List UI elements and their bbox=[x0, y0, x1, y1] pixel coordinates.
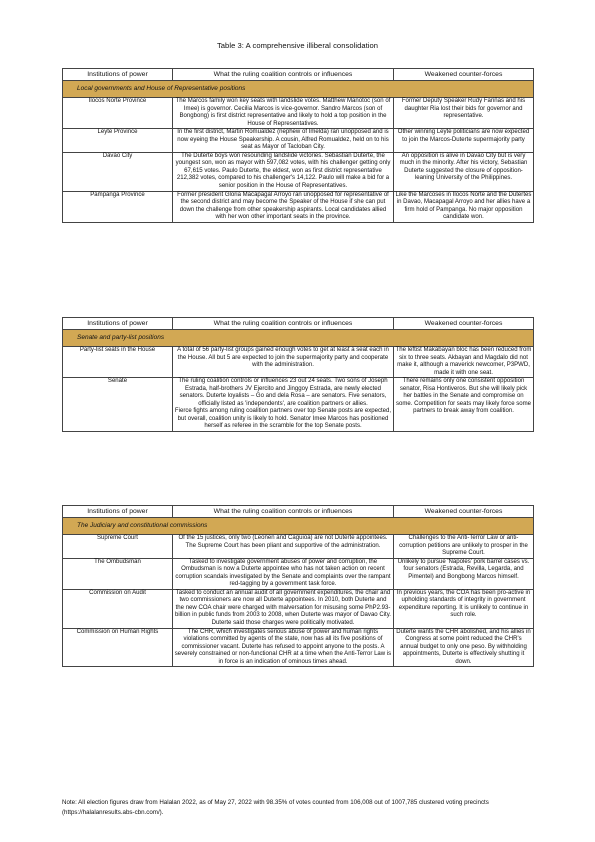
table-row bbox=[63, 347, 534, 378]
institution-cell: Pampanga Province bbox=[63, 191, 173, 222]
table-row bbox=[63, 558, 534, 589]
controls-cell: Of the 15 justices, only two (Leonen and Caguioa) are not Duterte appointees. The Supreme Court has been pliant and supportive of the administration. bbox=[173, 535, 394, 559]
table-local-governments bbox=[62, 68, 534, 223]
counter-cell: In previous years, the COA has been pro-active in upholding standards of integrity in government expenditure reporting. It is unlikely to continue in such role. bbox=[394, 589, 534, 628]
controls-cell: The Duterte boys won resounding landslide victories. Sebastian Duterte, the youngest son, won as mayor with 597,082 votes, with his challenger getting only 67,615 votes. Paulo Duterte, the eldest, won as first district representative 212,382 votes, compared to his challenger's 14,122. Paulo will make a bid for a senior position in the House of Representatives. bbox=[173, 152, 394, 191]
header-counter-forces: Weakened counter-forces bbox=[394, 506, 534, 518]
counter-cell: Challenges to the Anti-Terror Law or anti-corruption petitions are unlikely to prosper in the Supreme Court. bbox=[394, 535, 534, 559]
counter-cell: Other winning Leyte politicians are now expected to join the Marcos-Duterte supermajority party bbox=[394, 129, 534, 153]
table-row bbox=[63, 535, 534, 559]
controls-cell: A total of 56 party-list groups gained enough votes to get at least a seat each in the House. All but 5 are expected to join the supermajority party and cooperate with the administration. bbox=[173, 347, 394, 378]
table-caption: Table 3: A comprehensive illiberal consolidation bbox=[216, 41, 379, 50]
header-row bbox=[63, 318, 534, 330]
table-note: Note: All election figures draw from Halalan 2022, as of May 27, 2022 with 98.35% of votes counted from 106,008 out of 1007,785 clustered voting precincts (https://halalanresults.abs-cbn.com/). bbox=[62, 799, 489, 816]
counter-cell: The leftist Makabayan bloc has been reduced from six to three seats. Akbayan and Magdalo did not make it, although a maverick newcomer, P3PWD, made it with one seat. bbox=[394, 347, 534, 378]
header-controls: What the ruling coalition controls or influences bbox=[173, 506, 394, 518]
controls-cell: The Marcos family won key seats with landslide votes. Matthew Manotoc (son of Imee) is governor. Cecilia Marcos is vice-governor. Sandro Marcos (son of Bongbong) is first district representative and likely to hold a top position in the House of Representatives. bbox=[173, 98, 394, 129]
counter-cell: Duterte wants the CHR abolished, and his allies in Congress at some point reduced the CHR's annual budget to only one peso. By withholding appointments, Duterte is effectively shutting it down. bbox=[394, 628, 534, 667]
counter-cell: An opposition is alive in Davao City but is very much in the minority. After his victory, Sebastian Duterte suggested the closure of opposition-leaning University of the Philippines. bbox=[394, 152, 534, 191]
table-row bbox=[63, 129, 534, 153]
header-counter-forces: Weakened counter-forces bbox=[394, 318, 534, 330]
counter-cell: There remains only one consistent opposition senator, Risa Hontiveros. But she will likely pick her battles in the Senate and compromise on some. Competition for seats may likely force some partners to break away from coalition. bbox=[394, 378, 534, 432]
controls-cell: In the first district, Martin Romualdez (nephew of Imelda) ran unopposed and is now eyeing the House Speakership. A cousin, Alfred Romualdez, held on to his seat as Mayor of Tacloban City. bbox=[173, 129, 394, 153]
header-institutions: Institutions of power bbox=[63, 318, 173, 330]
table-row bbox=[63, 152, 534, 191]
institution-cell: Davao City bbox=[63, 152, 173, 191]
institution-cell: Supreme Court bbox=[63, 535, 173, 559]
section-title: The Judiciary and constitutional commissions bbox=[63, 518, 534, 535]
institution-cell: Commission on Audit bbox=[63, 589, 173, 628]
table-row bbox=[63, 98, 534, 129]
header-controls: What the ruling coalition controls or influences bbox=[173, 318, 394, 330]
institution-cell: Ilocos Norte Province bbox=[63, 98, 173, 129]
controls-cell: Tasked to investigate government abuses of power and corruption, the Ombudsman is now a Duterte appointee who has not taken action on recent corruption scandals investigated by the Senate and complaints over the rampant red-tagging by a government task force. bbox=[173, 558, 394, 589]
table-row bbox=[63, 628, 534, 667]
section-title: Senate and party-list positions bbox=[63, 330, 534, 347]
table-row bbox=[63, 378, 534, 432]
header-controls: What the ruling coalition controls or influences bbox=[173, 69, 394, 81]
header-row bbox=[63, 69, 534, 81]
header-institutions: Institutions of power bbox=[63, 69, 173, 81]
counter-cell: Former Deputy Speaker Rudy Fariñas and his daughter Ria lost their bids for governor and representative. bbox=[394, 98, 534, 129]
table-judiciary bbox=[62, 505, 534, 667]
counter-cell: Unlikely to pursue 'Napoles' pork barrel cases vs. four senators (Estrada, Revilla, Legarda, and Pimentel) and Bongbong Marcos himself. bbox=[394, 558, 534, 589]
institution-cell: Leyte Province bbox=[63, 129, 173, 153]
institution-cell: The Ombudsman bbox=[63, 558, 173, 589]
institution-cell: Commission on Human Rights bbox=[63, 628, 173, 667]
controls-cell: The CHR, which investigates serious abuse of power and human rights violations committed by agents of the state, now has all its five positions of commissioner vacant. Duterte has refused to appoint anyone to the posts. A severely constrained or non-functional CHR at a time when the Anti-Terror Law is in force is an indication of ominous times ahead. bbox=[173, 628, 394, 667]
section-title: Local governments and House of Representative positions bbox=[63, 81, 534, 98]
institution-cell: Party-list seats in the House bbox=[63, 347, 173, 378]
institution-cell: Senate bbox=[63, 378, 173, 432]
table-row bbox=[63, 191, 534, 222]
controls-cell: The ruling coalition controls or influences 23 out 24 seats. Two sons of Joseph Estrada, half-brothers JV Ejercito and Jinggoy Estrada, are newly elected senators. Duterte loyalists – Go and dela Rosa – are senators. Five senators, officially listed as 'independents', are coalition partners or allies. Fierce fights among ruling coalition partners over top Senate posts are expected, but overall, coalition unity is likely to hold. Senator Imee Marcos has positioned herself as referee in the scramble for the top Senate posts. bbox=[173, 378, 394, 432]
controls-cell: Tasked to conduct an annual audit of all government expenditures, the chair and two commissioners are now all Duterte appointees. In 2010, both Duterte and the new COA chair were charged with malversation for misusing some PhP2.93-billion in public funds from 2003 to 2008, when Duterte was mayor of Davao City. Duterte said those charges were politically motivated. bbox=[173, 589, 394, 628]
counter-cell: Like the Marcoses in Ilocos Norte and the Dutertes in Davao, Macapagal Arroyo and her allies have a firm hold of Pampanga. No major opposition candidate won. bbox=[394, 191, 534, 222]
header-institutions: Institutions of power bbox=[63, 506, 173, 518]
table-row bbox=[63, 589, 534, 628]
controls-cell: Former president Gloria Macapagal Arroyo ran unopposed for representative of the second district and may become the Speaker of the House if she can put down the challenge from other speakership aspirants. Local candidates allied with her won other important seats in the province. bbox=[173, 191, 394, 222]
header-row bbox=[63, 506, 534, 518]
header-counter-forces: Weakened counter-forces bbox=[394, 69, 534, 81]
table-senate bbox=[62, 317, 534, 432]
